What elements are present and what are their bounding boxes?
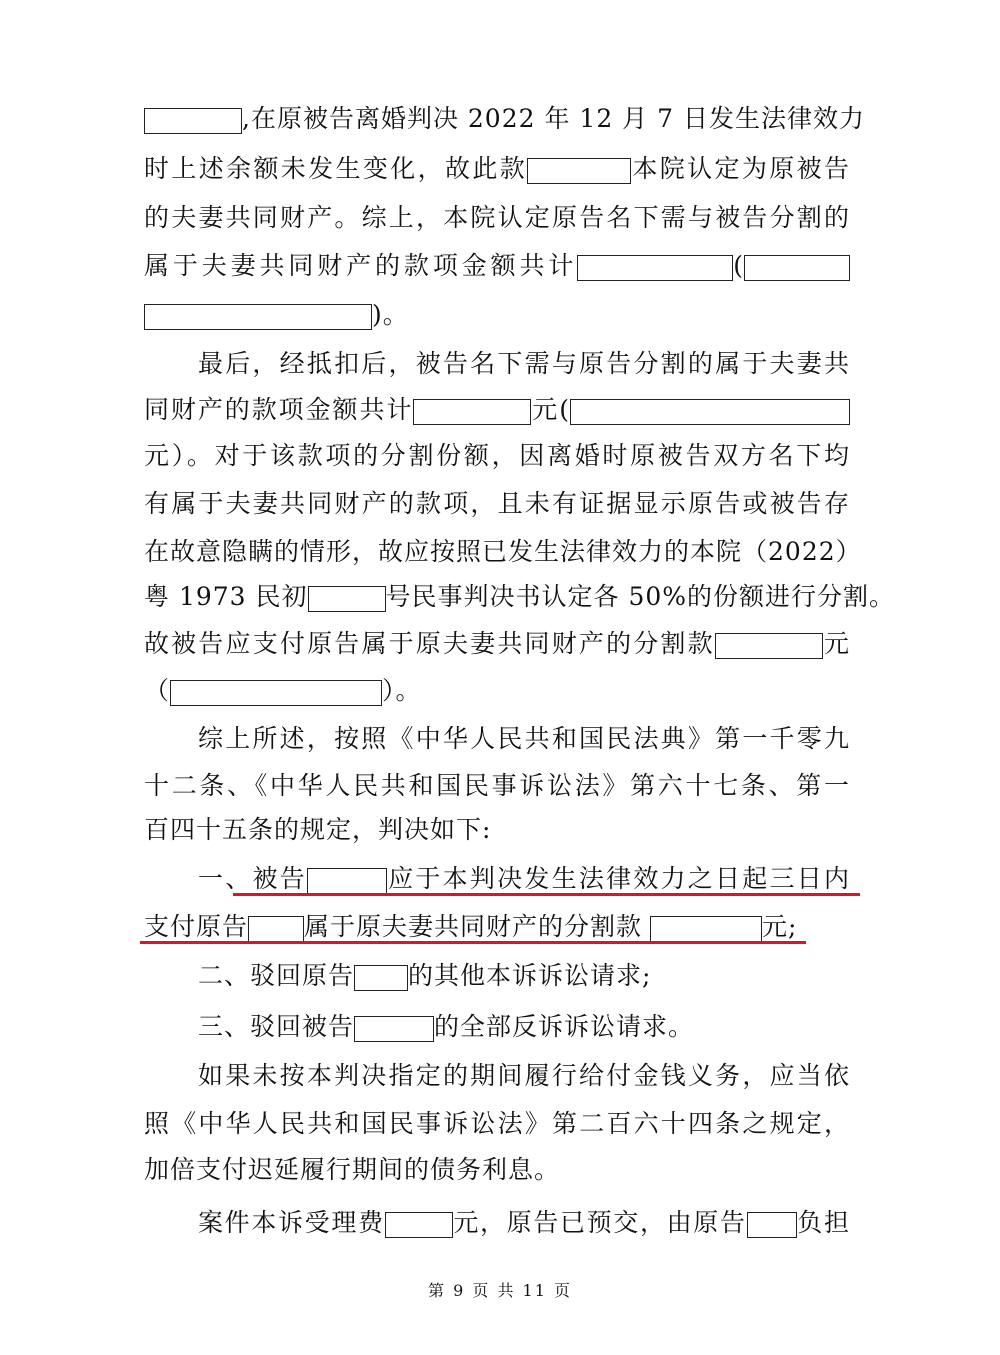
text-segment: 在故意隐瞒的情形，故应按照已发生法律效力的本院（2022） [144, 537, 862, 566]
text-segment: 号民事判决书认定各 50%的份额进行分割。 [385, 582, 896, 611]
paragraph-line [144, 667, 850, 715]
text-segment: 应于本判决发生法律效力之日起三日内 [386, 864, 850, 893]
redaction-box [715, 633, 823, 659]
text-segment: 属于夫妻共同财产的款项金额共计 [144, 251, 578, 280]
text-segment: 元; [762, 912, 798, 941]
redaction-box [354, 1016, 434, 1042]
text-segment: 时上述余额未发生变化，故此款 [144, 154, 528, 183]
text-segment: 同财产的款项金额共计 [144, 395, 414, 424]
paragraph-line [198, 340, 850, 388]
redaction-box [307, 868, 387, 894]
text-segment: 本院认定为原被告 [631, 154, 850, 183]
text-segment: （ [144, 676, 171, 705]
text-segment: )。 [372, 300, 409, 329]
text-segment: 十二条、《中华人民共和国民事诉讼法》第六十七条、第一 [144, 771, 850, 800]
text-segment: 案件本诉受理费 [198, 1208, 385, 1237]
redaction-box [413, 399, 531, 425]
text-segment: 如果未按本判决指定的期间履行给付金钱义务，应当依 [198, 1061, 850, 1090]
redaction-box [744, 255, 850, 281]
paragraph-line [144, 528, 862, 576]
redaction-box [527, 158, 631, 184]
text-segment: ）。 [382, 676, 422, 705]
paragraph-line [144, 480, 850, 528]
redaction-box [650, 916, 762, 942]
paragraph-line [198, 715, 850, 763]
redaction-box [354, 965, 408, 991]
paragraph-line [144, 620, 850, 668]
text-segment: 的夫妻共同财产。综上，本院认定原告名下需与被告分割的 [144, 203, 850, 232]
paragraph-line [144, 762, 850, 810]
text-segment: 支付原告 [144, 912, 249, 941]
text-segment: 元 [822, 629, 850, 658]
judgment-item-2 [198, 952, 850, 1000]
paragraph-line [144, 95, 865, 143]
redaction-box [144, 108, 242, 134]
redaction-box [570, 399, 850, 425]
red-underline [233, 893, 860, 896]
paragraph-line [144, 242, 850, 290]
text-segment: 最后，经抵扣后，被告名下需与原告分割的属于夫妻共 [198, 349, 850, 378]
text-segment: 元，原告已预交，由原告 [452, 1208, 747, 1237]
text-segment: ,在原被告离婚判决 2022 年 12 月 7 日发生法律效力 [242, 104, 865, 133]
paragraph-line [144, 145, 850, 193]
text-segment: 加倍支付迟延履行期间的债务利息。 [144, 1155, 561, 1184]
text-segment: 属于原夫妻共同财产的分割款 [304, 912, 643, 941]
text-segment: 粤 1973 民初 [144, 582, 308, 611]
text-segment: 三、驳回被告 [198, 1012, 355, 1041]
text-segment: 综上所述，按照《中华人民共和国民法典》第一千零九 [198, 724, 850, 753]
text-segment: 二、驳回原告 [198, 961, 355, 990]
redaction-box [248, 916, 304, 942]
red-underline [140, 941, 806, 944]
paragraph-line [198, 1052, 850, 1100]
paragraph-line [144, 194, 850, 242]
paragraph-line [144, 291, 850, 339]
redaction-box [747, 1212, 797, 1238]
redaction-box [308, 586, 386, 612]
text-segment: 的其他本诉诉讼请求; [408, 961, 652, 990]
redaction-box [170, 680, 382, 706]
paragraph-line [144, 432, 850, 480]
paragraph-line [144, 573, 896, 621]
redaction-box [144, 304, 372, 330]
text-segment: 照《中华人民共和国民事诉讼法》第二百六十四条之规定， [144, 1109, 850, 1138]
text-segment: 百四十五条的规定，判决如下: [144, 815, 492, 844]
paragraph-line [144, 1100, 850, 1148]
text-segment: 元( [531, 395, 570, 424]
page-footer: 第 9 页 共 11 页 [428, 1281, 572, 1300]
text-segment: 元）。对于该款项的分割份额，因离婚时原被告双方名下均 [144, 441, 850, 470]
text-segment: 一、被告 [198, 864, 307, 893]
paragraph-line [144, 806, 850, 854]
text-segment: 有属于夫妻共同财产的款项，且未有证据显示原告或被告存 [144, 489, 850, 518]
text-segment: 故被告应支付原告属于原夫妻共同财产的分割款 [144, 629, 715, 658]
text-segment: ( [733, 251, 744, 280]
paragraph-line [144, 1146, 850, 1194]
judgment-item-3 [198, 1003, 850, 1051]
redaction-box [385, 1212, 453, 1238]
redaction-box [577, 255, 733, 281]
text-segment: 负担 [796, 1208, 850, 1237]
paragraph-line [144, 386, 850, 434]
text-segment: 的全部反诉诉讼请求。 [434, 1012, 695, 1041]
paragraph-line [198, 1199, 850, 1247]
